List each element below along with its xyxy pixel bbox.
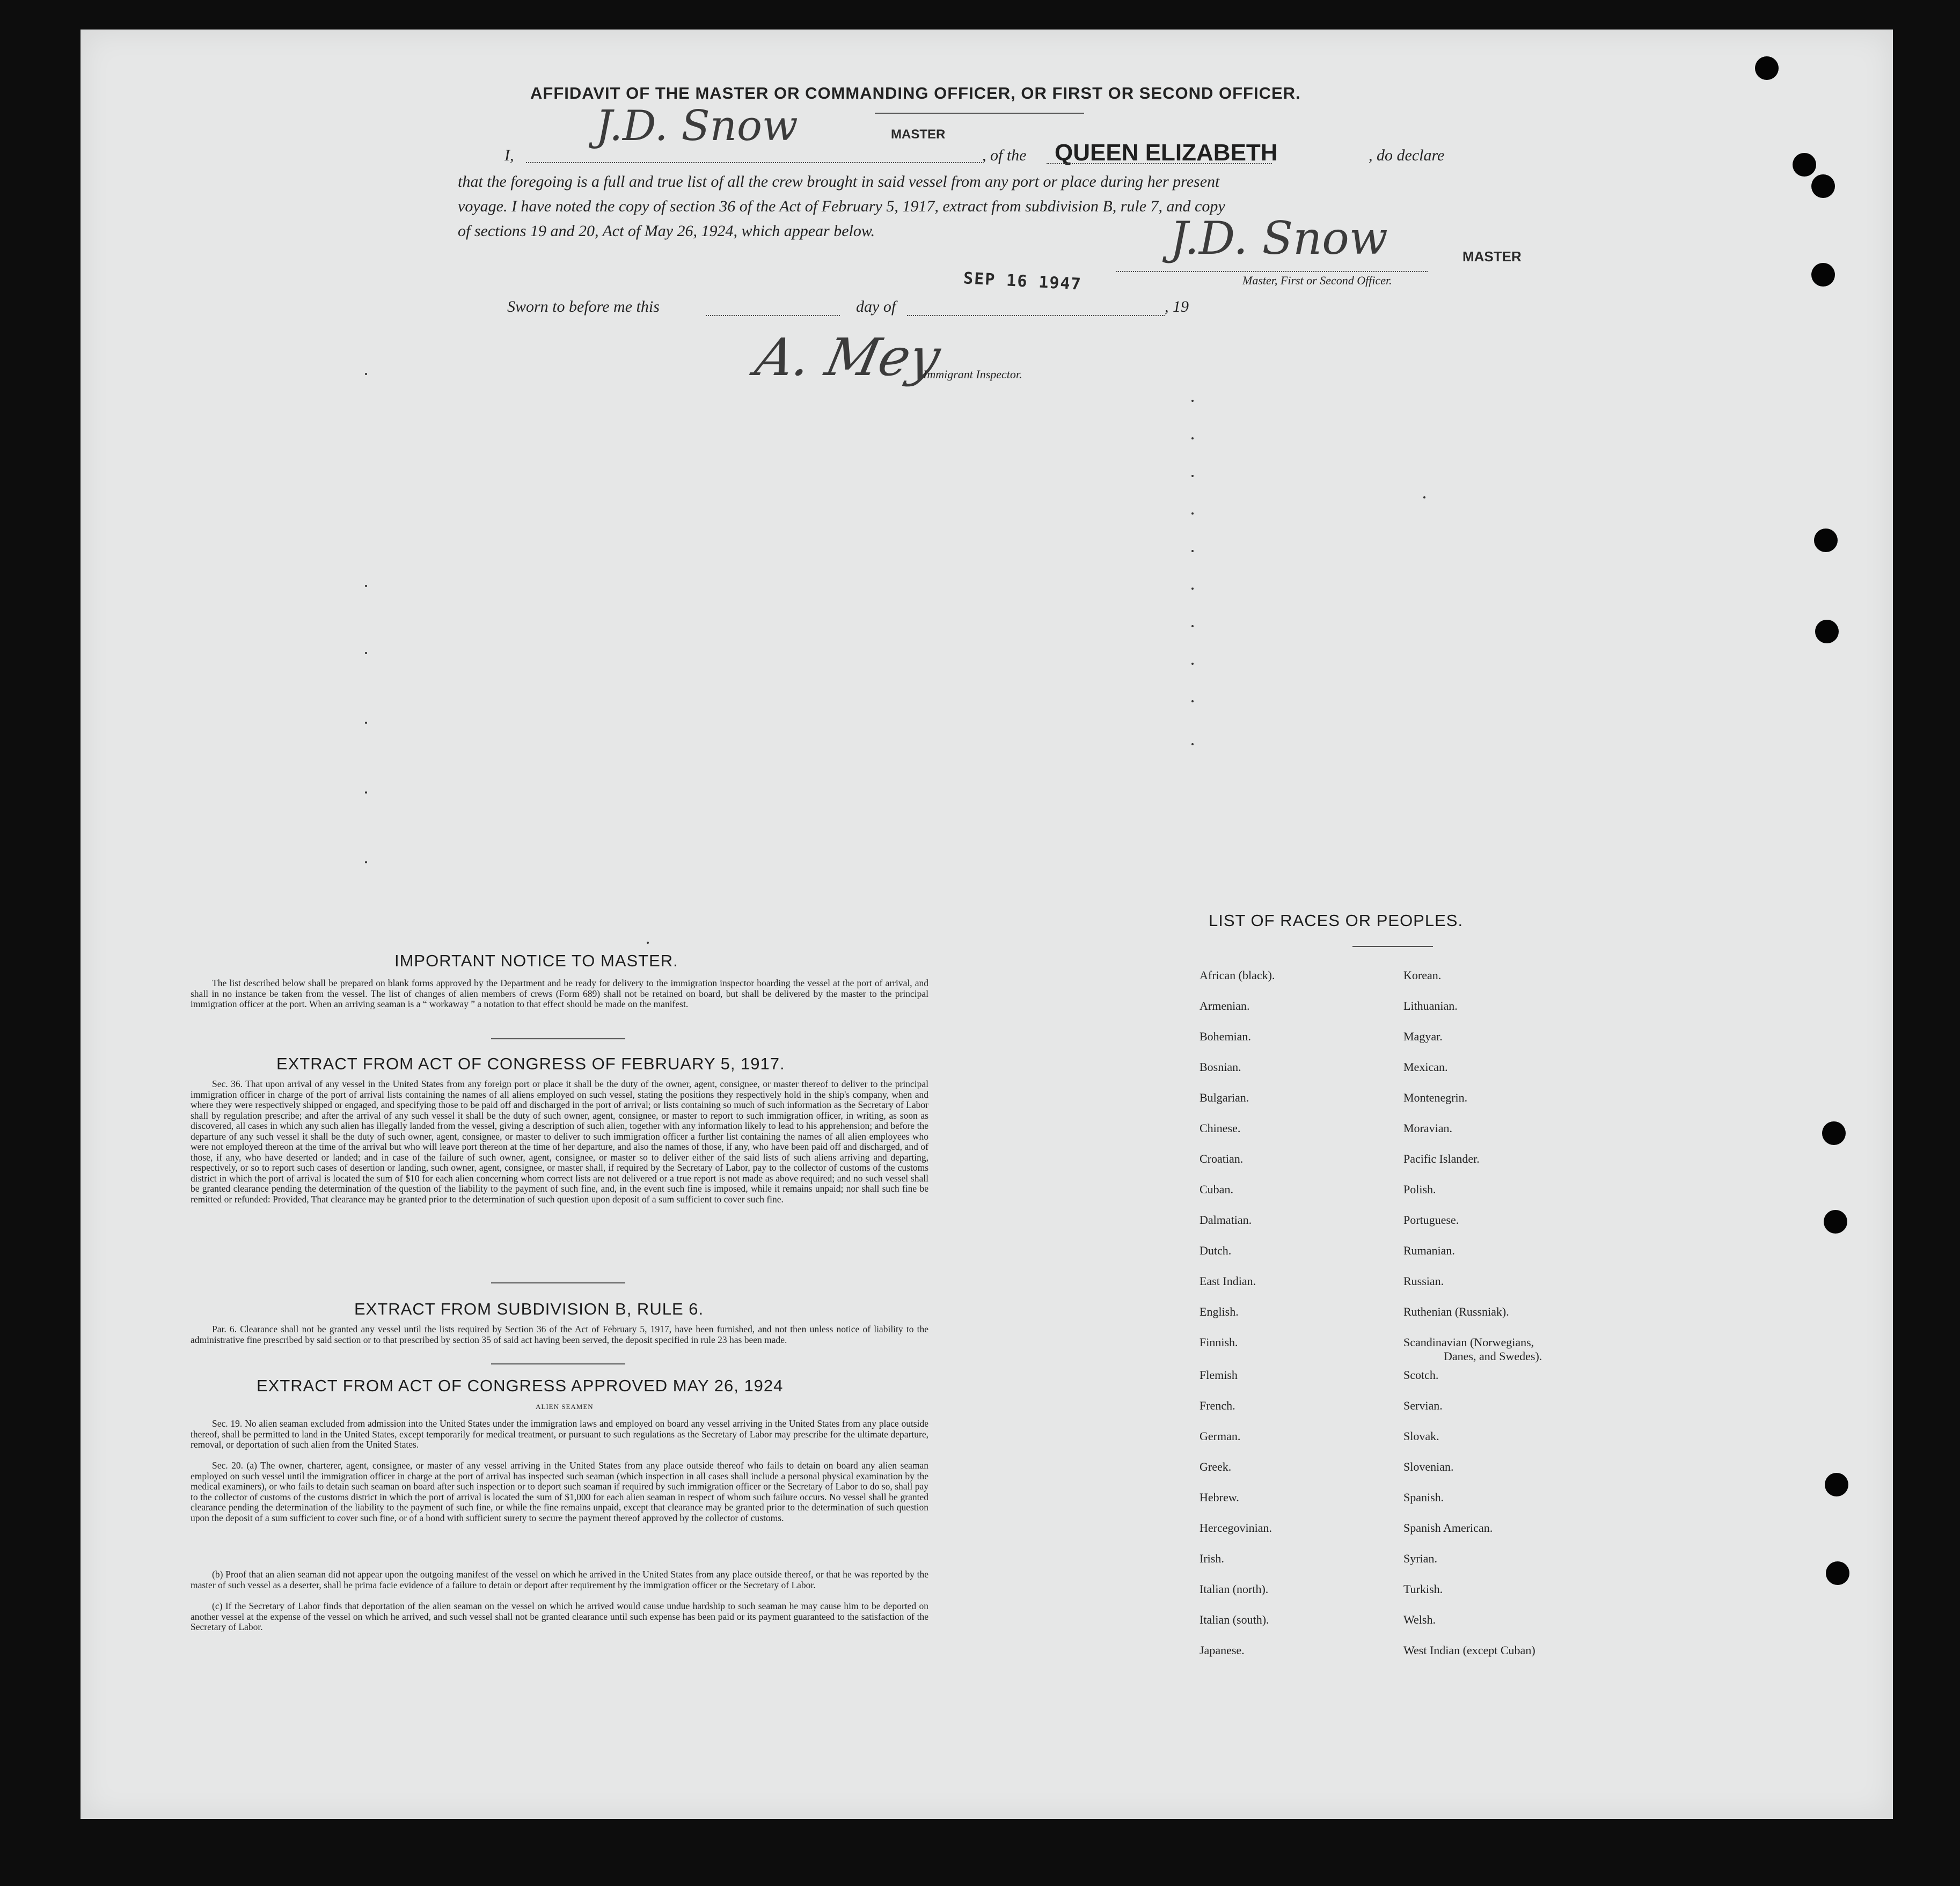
year-label: , 19 [1165,298,1189,315]
officer-line [1116,270,1428,272]
sworn-month-line [907,314,1165,316]
race-right: Russian. [1403,1274,1444,1288]
race-right: Servian. [1403,1399,1443,1412]
race-right: Slovenian. [1403,1460,1454,1473]
inspector-caption: Immigrant Inspector. [923,368,1022,381]
race-right: Mexican. [1403,1060,1448,1074]
declaration-line-4: of sections 19 and 20, Act of May 26, 1924, which appear below. [458,222,875,240]
race-left: Bulgarian. [1200,1091,1249,1104]
race-right: Pacific Islander. [1403,1152,1480,1165]
title-rule [875,113,1084,114]
race-right: Portuguese. [1403,1213,1459,1227]
document-page [81,30,1893,1819]
binder-hole [1822,1121,1846,1145]
do-declare-label: , do declare [1369,146,1445,164]
binder-hole [1825,1473,1848,1496]
vessel-line [1047,162,1272,164]
race-left: Armenian. [1200,999,1250,1012]
race-right: Slovak. [1403,1429,1439,1443]
race-left: German. [1200,1429,1241,1443]
speck [1423,496,1425,498]
binder-hole [1815,620,1839,643]
race-left: East Indian. [1200,1274,1256,1288]
extract-1924-sec20a: Sec. 20. (a) The owner, charterer, agent, consignee, or master of any vessel arriving in the United States from any place outside thereof who fails to detain on board any alien seaman employed on such vessel until the immigration officer in charge at the port of arrival has inspected such seaman (which inspection in all cases shall include a personal physical examination by the medical examiners), or who fails to detain such seaman on board after such inspection or to deport such seaman if required by such immigration officer or the Secretary of Labor to do so, shall pay to the collector of customs of the customs district in which the port of arrival is located the sum of $1,000 for each alien seaman in respect of whom such failure occurs. No vessel shall be granted clearance pending the determination of the liability to the payment of such fine, or while the fine remains unpaid, except that clearance may be granted prior to the determination of such question upon the deposit of a sum sufficient to cover such fine, or of a bond with sufficient surety to secure the payment thereof approved by the collector of customs. [191,1460,928,1523]
date-stamp: SEP 16 1947 [963,269,1083,294]
race-right: Spanish American. [1403,1521,1493,1535]
speck [1191,588,1194,590]
speck [365,722,367,724]
speck [1191,743,1194,745]
inspector-signature: A. Mey [750,327,946,387]
race-left: Irish. [1200,1552,1224,1565]
race-left: Italian (north). [1200,1582,1269,1596]
binder-hole [1826,1561,1849,1585]
affidavit-title: AFFIDAVIT OF THE MASTER OR COMMANDING OFFICER, OR FIRST OR SECOND OFFICER. [530,84,1301,102]
extract-1924-sec20c: (c) If the Secretary of Labor finds that deportation of the alien seaman on the vessel on which he arrived would cause undue hardship to such seaman he may cause him to be deported on another vessel at the expense of the vessel on which he arrived, and such vessel shall not be granted clearance until such expense has been paid or its payment guaranteed to the satisfaction of the Secretary of Labor. [191,1601,928,1632]
master-stamp-top: MASTER [891,127,946,142]
speck [365,861,367,863]
race-left: Cuban. [1200,1183,1233,1196]
notice-body: The list described below shall be prepared on blank forms approved by the Department and be ready for delivery to the immigration inspector boarding the vessel at the port of arrival, and shall in no instance be taken from the vessel. The list of changes of alien members of crews (Form 689) shall not be retained on board, but shall be delivered by the master to the principal immigration officer at the port. When an arriving seaman is a “ workaway ” a notation to that effect should be made on the manifest. [191,978,928,1009]
affidavit-i-label: I, [504,146,514,164]
race-right: Welsh. [1403,1613,1436,1626]
race-left: English. [1200,1305,1239,1318]
binder-hole [1793,153,1816,177]
speck [1191,625,1194,627]
master-signature-top: J.D. Snow [596,102,798,150]
speck [1191,437,1194,439]
name-line [526,161,982,163]
sworn-day-line [706,314,840,316]
race-right: Ruthenian (Russniak). [1403,1305,1509,1318]
subdivision-b-rule [491,1363,625,1364]
race-right: Montenegrin. [1403,1091,1468,1104]
speck [365,652,367,654]
race-right: Lithuanian. [1403,999,1458,1012]
race-right: Scandinavian (Norwegians, [1403,1335,1534,1349]
race-left: Dutch. [1200,1244,1232,1257]
extract-1924-subheading: ALIEN SEAMEN [536,1403,594,1411]
race-left: Croatian. [1200,1152,1244,1165]
race-left: Dalmatian. [1200,1213,1252,1227]
speck [365,373,367,375]
declaration-line-3: voyage. I have noted the copy of section 36 of the Act of February 5, 1917, extract from subdivision B, rule 7, and copy [458,197,1225,215]
speck [365,585,367,587]
notice-heading: IMPORTANT NOTICE TO MASTER. [394,951,678,970]
race-right: Korean. [1403,968,1442,982]
race-left: Hebrew. [1200,1491,1239,1504]
speck [1191,400,1194,402]
speck [1191,512,1194,515]
race-right: Magyar. [1403,1030,1443,1043]
binder-hole [1824,1210,1847,1234]
extract-1924-sec19: Sec. 19. No alien seaman excluded from admission into the United States under the immigration laws and employed on board any vessel arriving in the United States from any place outside thereof, shall be permitted to land in the United States, except temporarily for medical treatment, or pursuant to such regulations as the Secretary of Labor may prescribe for the ultimate departure, removal, or deportation of such alien from the United States. [191,1418,928,1450]
race-right: West Indian (except Cuban) [1403,1643,1535,1657]
subdivision-b-body: Par. 6. Clearance shall not be granted any vessel until the lists required by Section 36 of the Act of February 5, 1917, have been furnished, and not then unless notice of liability to the administrative fine prescribed by said section or to that prescribed by section 35 of said act having been served, the deposit specified in rule 23 has been made. [191,1324,928,1345]
subdivision-b-heading: EXTRACT FROM SUBDIVISION B, RULE 6. [354,1300,704,1318]
race-left: Italian (south). [1200,1613,1269,1626]
race-right-continuation: Danes, and Swedes). [1444,1349,1542,1363]
race-left: French. [1200,1399,1235,1412]
race-left: Bosnian. [1200,1060,1241,1074]
race-right: Moravian. [1403,1121,1453,1135]
speck [365,791,367,794]
races-heading: LIST OF RACES OR PEOPLES. [1209,911,1464,930]
speck [1191,475,1194,477]
speck [647,942,649,944]
master-stamp-right: MASTER [1462,248,1522,265]
binder-hole [1755,56,1779,80]
binder-hole [1814,529,1838,552]
extract-1924-sec20b: (b) Proof that an alien seaman did not appear upon the outgoing manifest of the vessel on which he arrived in the United States from any place outside thereof, or that he was reported by the master of such vessel as a deserter, shall be prima facie evidence of a failure to detain or deport after requirement by the immigration officer or the Secretary of Labor. [191,1569,928,1590]
binder-hole [1811,263,1835,287]
vessel-name: QUEEN ELIZABETH [1055,140,1278,166]
race-left: Flemish [1200,1368,1238,1382]
race-left: Greek. [1200,1460,1232,1473]
race-left: Hercegovinian. [1200,1521,1272,1535]
extract-1917-body: Sec. 36. That upon arrival of any vessel in the United States from any foreign port or place it shall be the duty of the owner, agent, consignee, or master thereof to deliver to the principal immigration officer in charge of the port of arrival lists containing the names of all aliens employed on such vessel, stating the positions they respectively hold in the ship's company, when and where they were respectively shipped or engaged, and specifying those to be paid off and discharged in the port of arrival; or lists containing so much of such information as the Secretary of Labor shall by regulation prescribe; and after the arrival of any such vessel it shall be the duty of such owner, agent, consignee, or master to report to such immigration officer, in writing, as soon as discovered, all cases in which any such alien has illegally landed from the vessel, giving a description of such alien, together with any information likely to lead to his apprehension; and before the departure of any such vessel it shall be the duty of such owner, agent, consignee, or master to deliver to such immigration officer a further list containing the names of all alien employees who were not employed thereon at the time of the arrival but who will leave port thereon at the time of her departure, and also the names of those, if any, who have been paid off and discharged, and of those, if any, who have deserted or landed; and in case of the failure of such owner, agent, consignee, or master so to deliver either of the said lists of such aliens arriving and departing, respectively, or so to report such cases of desertion or landing, such owner, agent, consignee, or master shall, if required by the Secretary of Labor, pay to the collector of customs of the customs district in which the port of arrival is located the sum of $10 for each alien concerning whom correct lists are not delivered or a true report is not made as above required; and no such vessel shall be granted clearance pending the determination of the question of the liability to the payment of such fine, and, in the event such fine is imposed, while it remains unpaid; nor shall such fine be remitted or refunded: Provided, That clearance may be granted prior to the determination of such question upon deposit of a sum sufficient to cover such fine. [191,1078,928,1205]
race-right: Polish. [1403,1183,1436,1196]
binder-hole [1811,174,1835,198]
race-left: Chinese. [1200,1121,1241,1135]
race-left: African (black). [1200,968,1275,982]
extract-1917-heading: EXTRACT FROM ACT OF CONGRESS OF FEBRUARY 5, 1917. [276,1054,785,1073]
speck [1191,663,1194,665]
officer-caption: Master, First or Second Officer. [1242,274,1392,287]
race-right: Spanish. [1403,1491,1444,1504]
race-left: Bohemian. [1200,1030,1251,1043]
race-right: Syrian. [1403,1552,1437,1565]
extract-1917-rule [491,1282,625,1283]
notice-rule [491,1038,625,1039]
sworn-label: Sworn to before me this [507,298,660,315]
speck [1191,550,1194,552]
race-right: Scotch. [1403,1368,1439,1382]
race-right: Turkish. [1403,1582,1443,1596]
master-signature-right: J.D. Snow [1170,212,1388,265]
extract-1924-heading: EXTRACT FROM ACT OF CONGRESS APPROVED MAY 26, 1924 [257,1376,784,1395]
race-left: Finnish. [1200,1335,1238,1349]
race-right: Rumanian. [1403,1244,1455,1257]
race-left: Japanese. [1200,1643,1245,1657]
speck [1191,700,1194,702]
of-the-label: , of the [982,146,1027,164]
races-rule [1352,946,1433,947]
day-of-label: day of [856,298,896,315]
declaration-line-2: that the foregoing is a full and true list of all the crew brought in said vessel from any port or place during her present [458,173,1220,190]
